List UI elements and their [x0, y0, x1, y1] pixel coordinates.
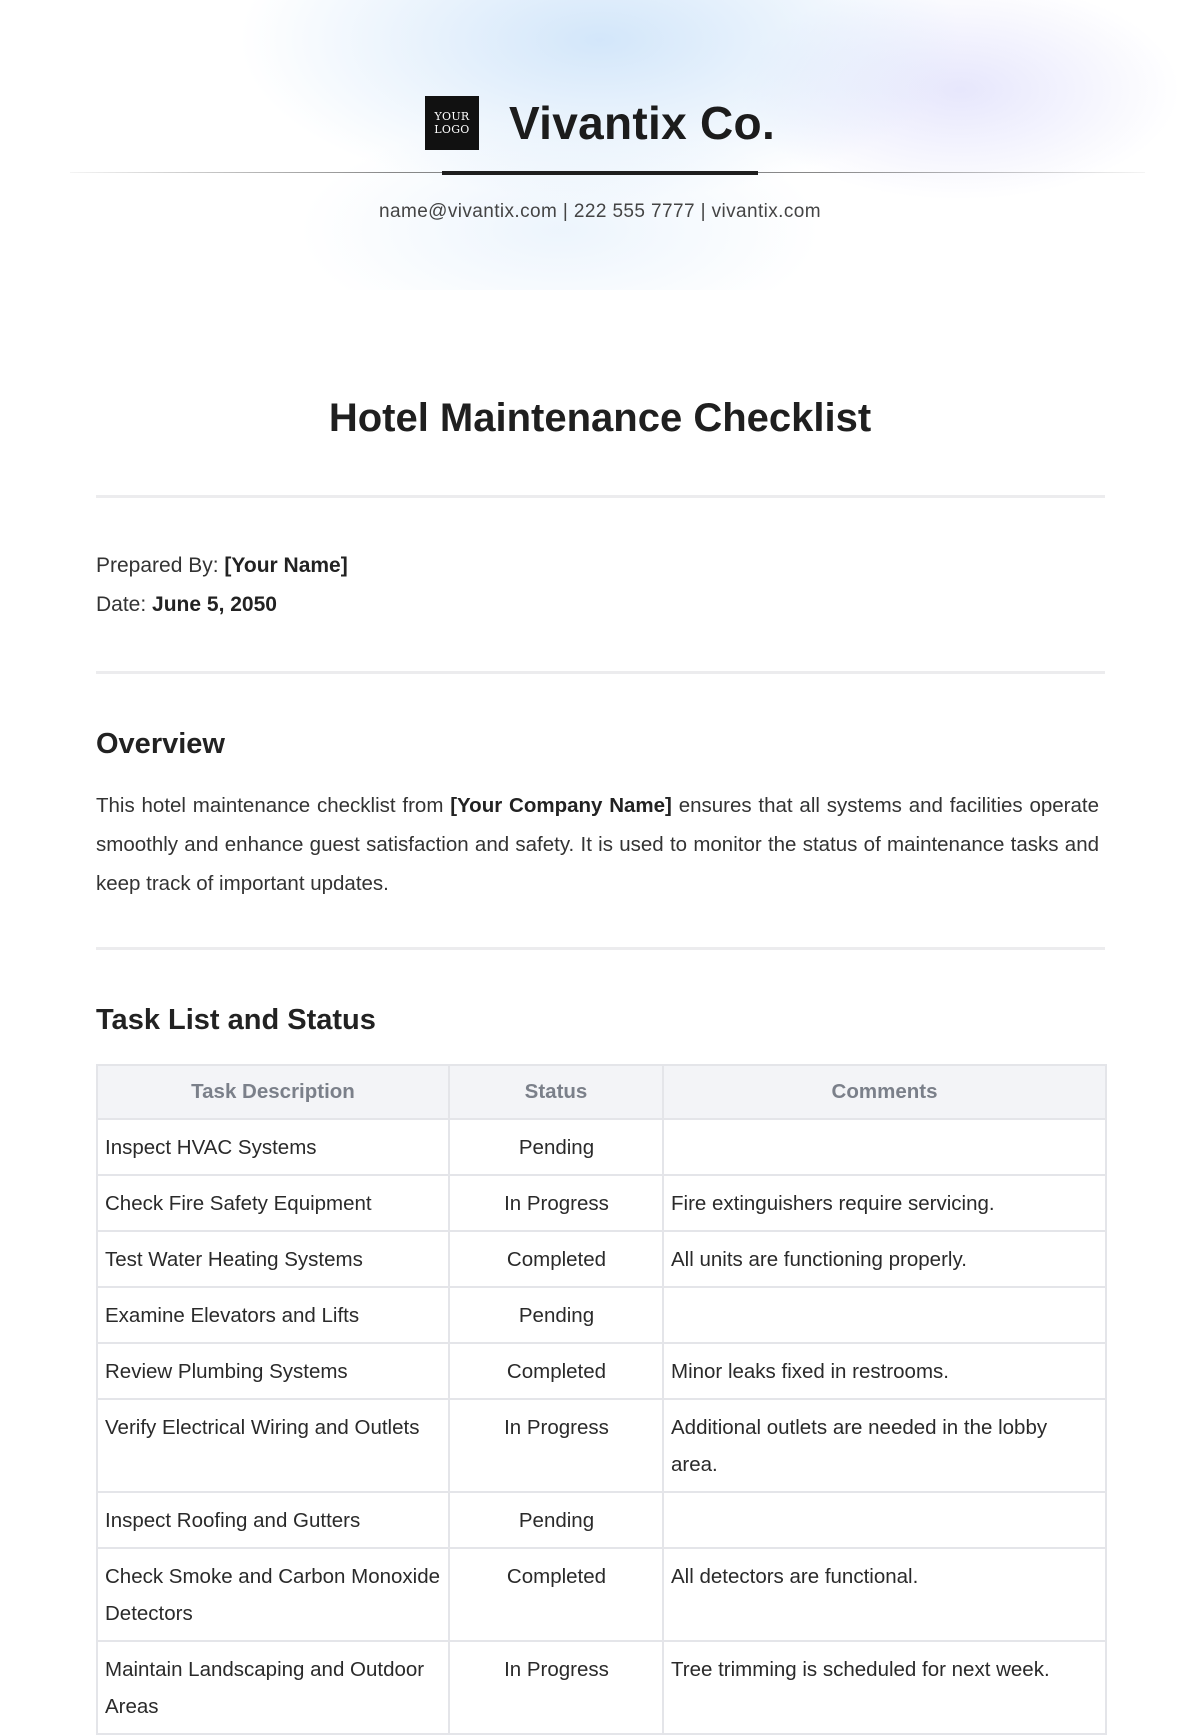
task-cell: Check Fire Safety Equipment	[97, 1175, 449, 1231]
comment-cell	[663, 1119, 1106, 1175]
table-row	[97, 1287, 1106, 1343]
comment-cell: Tree trimming is scheduled for next week.	[663, 1641, 1106, 1734]
overview-heading: Overview	[96, 728, 225, 760]
table-row	[97, 1548, 1106, 1641]
task-cell: Examine Elevators and Lifts	[97, 1287, 449, 1343]
table-header-row	[97, 1065, 1106, 1119]
comment-cell	[663, 1287, 1106, 1343]
date-label: Date:	[96, 593, 147, 616]
column-header-status: Status	[449, 1065, 663, 1119]
comment-cell	[663, 1492, 1106, 1548]
table-row	[97, 1343, 1106, 1399]
task-cell: Inspect Roofing and Gutters	[97, 1492, 449, 1548]
comment-cell: Fire extinguishers require servicing.	[663, 1175, 1106, 1231]
date-value: June 5, 2050	[152, 593, 277, 616]
prepared-by	[96, 554, 348, 578]
status-cell: In Progress	[449, 1399, 663, 1492]
task-cell: Test Water Heating Systems	[97, 1231, 449, 1287]
brand-header	[0, 96, 1200, 150]
divider	[96, 947, 1105, 950]
comment-cell: All units are functioning properly.	[663, 1231, 1106, 1287]
column-header-comments: Comments	[663, 1065, 1106, 1119]
status-cell: Pending	[449, 1119, 663, 1175]
prepared-by-label: Prepared By:	[96, 554, 219, 577]
overview-text-before: This hotel maintenance checklist from	[96, 794, 451, 817]
column-header-task: Task Description	[97, 1065, 449, 1119]
status-cell: In Progress	[449, 1641, 663, 1734]
status-cell: Pending	[449, 1287, 663, 1343]
task-cell: Check Smoke and Carbon Monoxide Detectors	[97, 1548, 449, 1641]
table-row	[97, 1641, 1106, 1734]
task-cell: Maintain Landscaping and Outdoor Areas	[97, 1641, 449, 1734]
task-cell: Inspect HVAC Systems	[97, 1119, 449, 1175]
overview-text-after: ensures that all systems and facilities operate smoothly and enhance guest satisfaction and safety. It is used to monitor the status of maintenance tasks and keep track of important updates.	[96, 794, 1099, 895]
overview-paragraph	[96, 786, 1099, 903]
table-row	[97, 1231, 1106, 1287]
divider	[96, 671, 1105, 674]
status-cell: Completed	[449, 1548, 663, 1641]
contact-info: name@vivantix.com | 222 555 7777 | vivantix.com	[379, 201, 821, 222]
task-cell: Verify Electrical Wiring and Outlets	[97, 1399, 449, 1492]
company-name: Vivantix Co.	[508, 97, 776, 149]
status-cell: In Progress	[449, 1175, 663, 1231]
page-title: Hotel Maintenance Checklist	[328, 396, 872, 440]
header-accent-bar	[442, 171, 758, 175]
company-logo	[425, 96, 479, 150]
logo-text-line2: LOGO	[434, 123, 470, 136]
task-table	[96, 1064, 1107, 1735]
status-cell: Completed	[449, 1343, 663, 1399]
table-row	[97, 1492, 1106, 1548]
comment-cell: All detectors are functional.	[663, 1548, 1106, 1641]
prepared-by-value: [Your Name]	[224, 554, 348, 577]
task-list-heading: Task List and Status	[96, 1004, 376, 1036]
task-cell: Review Plumbing Systems	[97, 1343, 449, 1399]
company-name-placeholder: [Your Company Name]	[450, 794, 672, 817]
table-row	[97, 1175, 1106, 1231]
divider	[96, 495, 1105, 498]
comment-cell: Minor leaks fixed in restrooms.	[663, 1343, 1106, 1399]
document-date	[96, 593, 277, 617]
table-row	[97, 1119, 1106, 1175]
logo-text-line1: YOUR	[434, 110, 470, 123]
table-row	[97, 1399, 1106, 1492]
status-cell: Completed	[449, 1231, 663, 1287]
status-cell: Pending	[449, 1492, 663, 1548]
comment-cell: Additional outlets are needed in the lobby area.	[663, 1399, 1106, 1492]
